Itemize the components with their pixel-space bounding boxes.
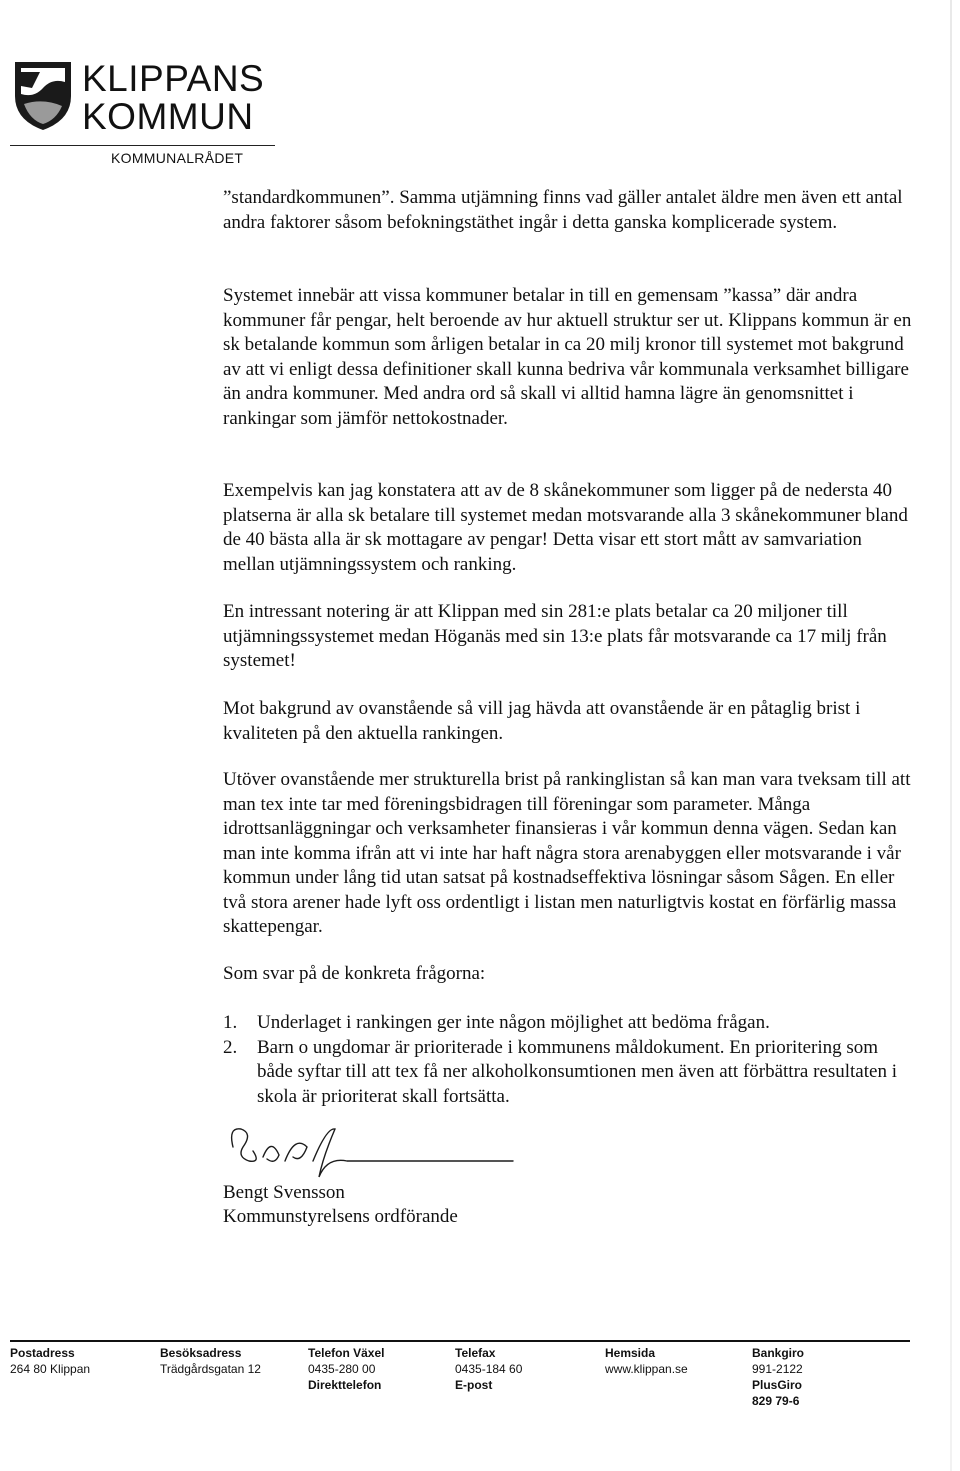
paragraph-standardkommun: ”standardkommunen”. Samma utjämning finns vad gäller antalet äldre men även ett antal andra faktorer såsom befokningstäthet ingår i detta ganska komplicerade system. [223, 187, 903, 233]
footer-heading: Telefon Växel [308, 1346, 385, 1360]
footer-heading: Bankgiro [752, 1346, 805, 1360]
footer-rule [10, 1340, 910, 1342]
signatory-title: Kommunstyrelsens ordförande [223, 1206, 458, 1227]
footer-heading: Direkttelefon [308, 1378, 382, 1392]
footer-heading: Telefax [455, 1346, 496, 1360]
footer-website-link[interactable]: www.klippan.se [605, 1362, 688, 1376]
org-name-line2: KOMMUN [82, 96, 254, 137]
footer-value: Trädgårdsgatan 12 [160, 1362, 261, 1376]
paragraph-intressant-notering: En intressant notering är att Klippan med sin 281:e plats betalar ca 20 miljoner till utjämningssystemet medan Höganäs med sin 13:e plats får motsvarande ca 17 milj från systemet! [223, 601, 887, 671]
coat-of-arms-logo [12, 58, 74, 132]
footer-value: 829 79-6 [752, 1394, 800, 1408]
footer-postadress [10, 1345, 90, 1377]
footer-heading: E-post [455, 1378, 493, 1392]
footer-value: 264 80 Klippan [10, 1362, 91, 1376]
footer-value: 991-2122 [752, 1362, 803, 1376]
list-item-text: Underlaget i rankingen ger inte någon möjlighet att bedöma frågan. [257, 1012, 770, 1033]
footer-value: 0435-280 00 [308, 1362, 376, 1376]
footer-heading: PlusGiro [752, 1378, 803, 1392]
footer-besoksadress [160, 1345, 261, 1377]
paragraph-som-svar: Som svar på de konkreta frågorna: [223, 963, 486, 984]
answer-list [223, 1011, 913, 1109]
list-item-text: Barn o ungdomar är prioriterade i kommunens måldokument. En prioritering som både syftar till att tex få ner alkoholkonsumtionen men även att förbättra resultaten i skola är prioriterat skall fortsätta. [257, 1036, 897, 1107]
footer-heading: Hemsida [605, 1346, 656, 1360]
header-rule [10, 145, 275, 146]
footer-heading: Postadress [10, 1346, 75, 1360]
list-item [223, 1036, 913, 1110]
footer-value: 0435-184 60 [455, 1362, 523, 1376]
paragraph-exempelvis: Exempelvis kan jag konstatera att av de 8 skånekommuner som ligger på de nedersta 40 platserna är alla sk betalare till systemet medan motsvarande alla 3 skånekommuner bland de 40 bästa alla är sk mottagare av pengar! Detta visar ett stort mått av samvariation mellan utjämningssystem och ranking. [223, 480, 908, 575]
list-item-number: 1. [223, 1012, 238, 1033]
list-item-number: 2. [223, 1036, 238, 1058]
department-name: KOMMUNALRÅDET [111, 150, 244, 166]
signatory-name: Bengt Svensson [223, 1182, 345, 1203]
footer-hemsida [605, 1345, 688, 1377]
paragraph-systemet: Systemet innebär att vissa kommuner betalar in till en gemensam ”kassa” där andra kommuner får pengar, helt beroende av hur aktuell struktur ser ut. Klippans kommun är en sk betalande kommun som årligen betalar in ca 20 milj kronor till systemet mot bakgrund av att vi enligt dessa definitioner skall kunna bedriva vår kommunala verksamhet billigare än andra kommuner. Med andra ord så skall vi alltid hamna lägre än genomsnittet i rankingar som jämför nettokostnader. [223, 285, 912, 429]
paragraph-utover: Utöver ovanstående mer strukturella brist på rankinglistan så kan man vara tveksam till att man tex inte tar med föreningsbidragen till föreningar som parameter. Många idrottsanläggningar och verksamheter finansieras i vår kommun denna vägen. Sedan kan man inte komma ifrån att vi inte har haft några stora arenabyggen eller motsvarande i vår kommun under lång tid utan satsat på kostnadseffektiva lösningar såsom Sågen. En eller två stora arener hade lyft oss ordentligt i listan men naturligtvis kostat en förfärlig massa skattepengar. [223, 769, 911, 937]
footer-heading: Besöksadress [160, 1346, 242, 1360]
footer-telefon [308, 1345, 384, 1393]
paragraph-mot-bakgrund: Mot bakgrund av ovanstående så vill jag hävda att ovanstående är en påtaglig brist i kvaliteten på den aktuella rankingen. [223, 698, 861, 744]
footer-bankgiro [752, 1345, 804, 1409]
footer-telefax [455, 1345, 522, 1393]
scan-edge [950, 0, 952, 1471]
org-name-line1: KLIPPANS [82, 58, 265, 99]
list-item [223, 1011, 913, 1036]
